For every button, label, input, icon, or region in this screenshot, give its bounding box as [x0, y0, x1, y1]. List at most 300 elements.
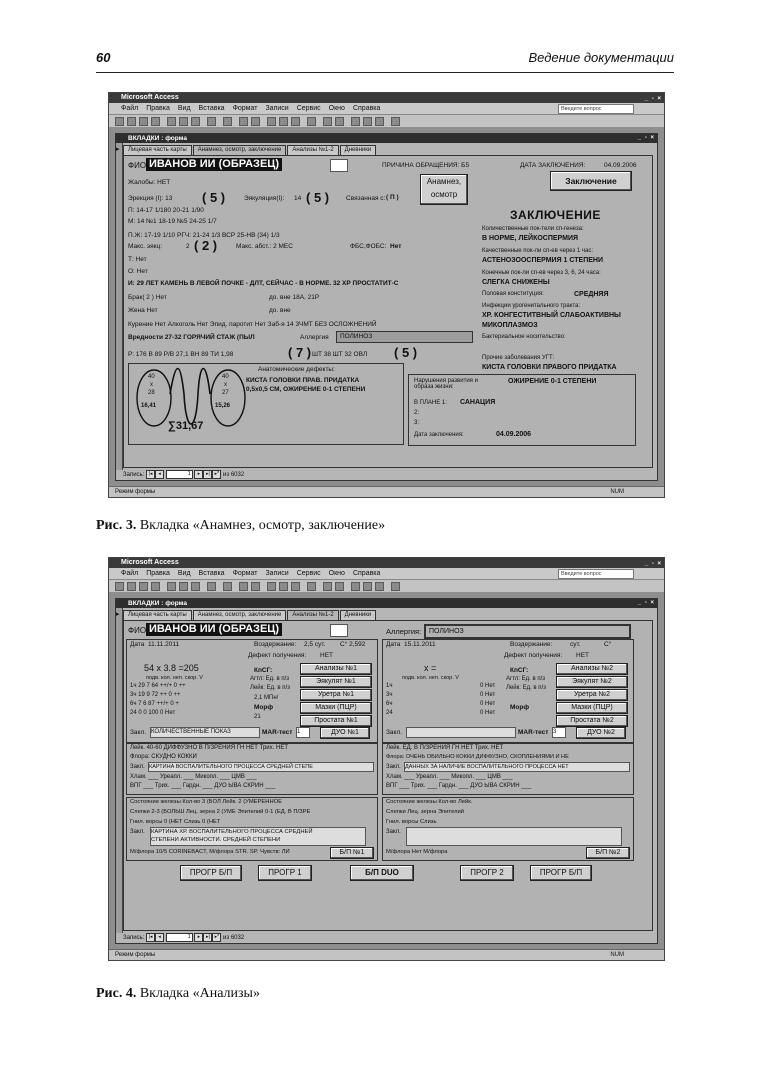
menu-help[interactable]: Справка [352, 105, 381, 112]
left-morph-value: 21 [254, 714, 261, 720]
wife: Жена Нет [128, 307, 158, 314]
form-titlebar [116, 134, 657, 143]
left-date: 11.11.2011 [148, 641, 180, 648]
left-row-6h: 6ч 7 6 87 ++/+ 0 + [130, 701, 179, 707]
fig4-caption [96, 986, 260, 1002]
smears-pcr-1-button[interactable]: Мазки (ПЦР) [300, 702, 372, 714]
right-size-b: 27 [222, 390, 229, 396]
vkladki-form [115, 133, 658, 481]
workspace [109, 127, 664, 487]
right-size-x: х [224, 382, 227, 388]
menu-insert[interactable]: Вставка [198, 570, 225, 577]
sex-const-label: Половая конституция: [482, 291, 544, 297]
delete-record-icon[interactable] [335, 117, 344, 126]
preview-icon[interactable] [151, 117, 160, 126]
fio-field[interactable]: ИВАНОВ ИИ (ОБРАЗЕЦ) [146, 158, 282, 171]
help-icon[interactable] [391, 582, 400, 591]
ask-question-input[interactable]: Введите вопрос [558, 104, 634, 114]
menu-window[interactable]: Окно [328, 105, 345, 112]
tab-anamnesis[interactable]: Анамнез, осмотр, заключение [193, 610, 287, 620]
right-date-label: Дата [386, 641, 401, 648]
print-icon[interactable] [139, 117, 148, 126]
right-row-label-3h: 3ч [386, 692, 393, 698]
right-mar-field[interactable]: 3 [552, 727, 566, 738]
urethra-1-button[interactable]: Уретра №1 [300, 689, 372, 701]
right-date: 15.11.2011 [404, 641, 436, 648]
conclusion-title: ЗАКЛЮЧЕНИЕ [510, 208, 601, 222]
bp-1-button[interactable]: Б/П №1 [330, 847, 374, 859]
tab-face[interactable]: Лицевая часть карты [123, 145, 192, 155]
left-abst-value: 2,5 сут. [304, 641, 326, 648]
fig3-label: Рис. 3. [96, 518, 137, 533]
right-temp: С° [604, 641, 612, 648]
fig3-caption [96, 518, 385, 534]
undo-icon[interactable] [207, 117, 216, 126]
preview-icon[interactable] [151, 582, 160, 591]
view-icon[interactable] [115, 117, 124, 126]
final-value: СЛЕГКА СНИЖЕНЫ [482, 279, 550, 286]
access-window-fig3 [108, 92, 665, 498]
record-selector[interactable] [116, 608, 123, 933]
allergy-field[interactable]: ПОЛИНОЗ [336, 331, 473, 343]
menu-window[interactable]: Окно [328, 570, 345, 577]
qual-label: Качественные пок-ли сп-ев через 1 час: [482, 248, 594, 254]
right-leik2: Лейк. ЕД. В П/ЗРЕНИЯ ГН НЕТ Трих. НЕТ [386, 745, 504, 751]
left-date-label: Дата [130, 641, 145, 648]
cut-icon[interactable] [167, 582, 176, 591]
prog-2-button[interactable]: ПРОГР 2 [460, 865, 514, 881]
right-aggl: Агтл: Ед. в п/з [506, 676, 545, 682]
print-icon[interactable] [139, 582, 148, 591]
left-volume: 54 х 3.8 =205 [144, 663, 199, 673]
fig4-label: Рис. 4. [96, 986, 137, 1001]
prog-bp-right-button[interactable]: ПРОГР Б/П [530, 865, 592, 881]
left-mar-label: MAR-тест [262, 729, 293, 736]
window-controls[interactable]: _ ▫ × [644, 96, 662, 102]
marriage-until: до. вне 18А, 21Р [269, 294, 320, 301]
right-gland: Состояние железы Кол-во Лейк. [386, 799, 473, 805]
left-leik2: Лейк. 40-60 ДИФФУЗНО В П/ЗРЕНИЯ ГН НЕТ Трих. НЕТ [130, 745, 288, 751]
fio-field[interactable]: ИВАНОВ ИИ (ОБРАЗЕЦ) [146, 623, 282, 636]
p-line: П: 14-17 1/180 20-21 1/90 [128, 207, 204, 214]
linked-label: Связанная с: [346, 195, 386, 202]
record-number-input[interactable]: 1 [166, 933, 193, 942]
ovl-score: ( 5 ) [394, 345, 418, 360]
properties-icon[interactable] [351, 117, 360, 126]
cut-icon[interactable] [167, 117, 176, 126]
right-row-6h: 0 Нет [480, 701, 496, 707]
tab-diaries[interactable]: Дневники [340, 145, 377, 155]
sort-desc-icon[interactable] [251, 582, 260, 591]
menu-edit[interactable]: Правка [146, 570, 170, 577]
new-record-button[interactable]: ▸* [212, 933, 221, 942]
right-size-a: 40 [222, 374, 229, 380]
menu-records[interactable]: Записи [265, 105, 289, 112]
ejaculation-num: 14 [294, 195, 302, 202]
dev-value: ОЖИРЕНИЕ 0-1 СТЕПЕНИ [508, 378, 597, 385]
complaints: Жалобы: НЕТ [128, 179, 171, 186]
plan-value: САНАЦИЯ [460, 399, 496, 406]
app-title: Microsoft Access [121, 94, 179, 101]
right-leik: Лейк: Ед. в п/з [506, 685, 546, 691]
right-row-label-6h: 6ч [386, 701, 393, 707]
other-value: КИСТА ГОЛОВКИ ПРАВОГО ПРИДАТКА [482, 364, 617, 371]
paste-icon[interactable] [191, 117, 200, 126]
prostate-1-button[interactable]: Простата №1 [300, 715, 372, 727]
left-volume: 16,41 [141, 403, 157, 409]
status-num: NUM [610, 952, 624, 958]
left-flora: Флора: СКУДНО КОККИ [130, 754, 197, 760]
right-slepki: Слепки Лец. зерна Эпителий [386, 809, 464, 815]
analyses-panel [123, 620, 653, 931]
duo-2-button[interactable]: ДУО №2 [576, 727, 626, 739]
right-defect-value: НЕТ [576, 652, 589, 659]
conclusion-button[interactable]: Заключение [550, 171, 632, 191]
menu-bar [109, 103, 664, 115]
filter-icon[interactable] [267, 582, 276, 591]
sort-asc-icon[interactable] [239, 582, 248, 591]
next-record-button[interactable]: ▸ [194, 470, 203, 479]
form-window-controls[interactable]: _ ▫ × [637, 600, 655, 606]
fbs-label: ФБС,ФОБС: [350, 243, 387, 250]
harm: Вредности 27-32 ГОРЯЧИЙ СТАЖ (ПЫЛ [128, 334, 255, 341]
status-mode: Режим формы [115, 952, 156, 958]
record-navigator [123, 470, 244, 479]
prev-record-button[interactable]: ◂ [155, 933, 164, 942]
ejaculate-2-button[interactable]: Эякулят №2 [556, 676, 628, 688]
left-gnil: Гнил. ворсы 0 (НЕТ Слизь 0 (НЕТ [130, 819, 221, 825]
menu-view[interactable]: Вид [177, 570, 191, 577]
marriage: Брак( 2 ) Нет [128, 294, 167, 301]
right-abst-label: Воздержание: [510, 641, 553, 648]
menu-format[interactable]: Формат [232, 570, 258, 577]
right-vpg: ВПГ ___ Трих. ___ Гардн. ___ ДУО ЫВА СКРИН ___ [386, 783, 532, 789]
right-mar-label: MAR-тест [518, 729, 549, 736]
left-defect-value: НЕТ [320, 652, 333, 659]
prog-1-button[interactable]: ПРОГР 1 [258, 865, 312, 881]
max-abstinence: Макс. абст.: 2 МЕС [236, 243, 293, 250]
copy-icon[interactable] [179, 582, 188, 591]
menu-file[interactable]: Файл [121, 105, 139, 112]
max-ejac-label: Макс. эякц: [128, 243, 163, 250]
nav-label: Запись: [123, 935, 145, 942]
right-flora: Флора: ОЧЕНЬ ОБИЛЬНО КОККИ ДИФФУЗНО, СКОПЛЕНИЯМИ И НЕ [386, 754, 569, 760]
pzh-line: П.Ж: 17-19 1/10 РГЧ: 21-24 1/3 ВСР 25-НВ (34) 1/3 [128, 232, 280, 239]
left-mhz: 2,1 МПн/ [254, 695, 279, 701]
menu-bar [109, 568, 664, 580]
hyperlink-icon[interactable] [223, 582, 232, 591]
smears-pcr-2-button[interactable]: Мазки (ПЦР) [556, 702, 628, 714]
wife-until: до. вне [269, 307, 291, 314]
find-icon[interactable] [307, 582, 316, 591]
left-mar-field[interactable]: 1 [296, 727, 310, 738]
ti-score: ( 7 ) [288, 345, 312, 360]
qual-value: АСТЕНОЗООСПЕРМИЯ 1 СТЕПЕНИ [482, 257, 604, 264]
allergy-field[interactable]: ПОЛИНОЗ [424, 624, 631, 639]
left-zakl3-line-2: СТЕПЕНИ АКТИВНОСТИ. СРЕДНЕЙ СТЕПЕНИ [151, 837, 281, 843]
linked-value: ( П ) [386, 194, 399, 201]
tab-strip [123, 610, 377, 620]
left-row-3h: 3ч 19 9 72 ++ 0 ++ [130, 692, 181, 698]
database-icon[interactable] [363, 582, 372, 591]
o-line: О: Нет [128, 268, 148, 275]
t-line: Т: Нет [128, 256, 147, 263]
right-zakl3-field[interactable] [406, 827, 622, 846]
testis-sum: ∑31,67 [168, 420, 204, 432]
body-line: Р: 176 В 89 Р/В 27,1 ВН 89 ТИ 1,98 [128, 351, 234, 358]
page-number: 60 [96, 50, 111, 65]
tab-analyses[interactable]: Анализы №1-2 [287, 145, 338, 155]
last-record-button[interactable]: ▸| [203, 470, 212, 479]
app-title: Microsoft Access [121, 559, 179, 566]
other-label: Прочие заболевания УГТ: [482, 355, 555, 361]
ejaculation-label: Эякуляция(I): [244, 195, 285, 202]
app-titlebar [109, 93, 664, 103]
ask-question-input[interactable]: Введите вопрос [558, 569, 634, 579]
menu-records[interactable]: Записи [265, 570, 289, 577]
urethra-2-button[interactable]: Уретра №2 [556, 689, 628, 701]
first-record-button[interactable]: |◂ [146, 470, 155, 479]
menu-help[interactable]: Справка [352, 570, 381, 577]
allergy-label: Аллергия [300, 334, 329, 341]
tab-diaries[interactable]: Дневники [340, 610, 377, 620]
hyperlink-icon[interactable] [223, 117, 232, 126]
left-abst-label: Воздержание: [254, 641, 297, 648]
ejaculate-1-button[interactable]: Эякулят №1 [300, 676, 372, 688]
nav-label: Запись: [123, 472, 145, 479]
record-total: из 6032 [223, 935, 245, 942]
left-zakl2-label: Закл. [130, 764, 145, 770]
new-object-icon[interactable] [375, 582, 384, 591]
cord-shape [170, 369, 210, 425]
menu-tools[interactable]: Сервис [296, 570, 321, 577]
access-window-fig4 [108, 557, 665, 961]
properties-icon[interactable] [351, 582, 360, 591]
menu-view[interactable]: Вид [177, 105, 191, 112]
running-header: Ведение документации [528, 50, 674, 65]
header-rule [96, 72, 674, 73]
bact-label: Бактериальное носительство: [482, 334, 566, 340]
bp-2-button[interactable]: Б/П №2 [586, 847, 630, 859]
help-icon[interactable] [391, 117, 400, 126]
left-zakl2-field[interactable]: КАРТИНА ВОСПАЛИТЕЛЬНОГО ПРОЦЕССА СРЕДНЕЙ СТЕПЕ [148, 762, 374, 772]
quant-value: В НОРМЕ, ЛЕЙКОСПЕРМИЯ [482, 235, 579, 242]
right-mflora: М/флора Нет М/флора [386, 849, 448, 855]
record-navigator [123, 933, 244, 942]
left-row-24h: 24 0 0 100 0 Нет [130, 710, 176, 716]
right-table-head: подв. кол. неп. скор. V [402, 675, 459, 681]
right-hlam: Хлам. ___ Уреапл. ___ Микопл. ___ ЦМВ ___ [386, 774, 513, 780]
max-ejac-score: ( 2 ) [194, 238, 218, 253]
anamnesis-panel [123, 155, 653, 468]
right-zakl-label: Закл. [386, 729, 403, 736]
left-temp: С° 2,592 [340, 641, 366, 648]
dev-label: Нарушения развития и образа жизни: [414, 378, 478, 390]
record-selector[interactable] [116, 143, 123, 470]
right-row-1h: 0 Нет [480, 683, 496, 689]
first-record-button[interactable]: |◂ [146, 933, 155, 942]
next-record-button[interactable]: ▸ [194, 933, 203, 942]
status-num: NUM [610, 489, 624, 495]
anatomy-label: Анатомические дефекты: [258, 366, 335, 373]
right-abst-value: сут. [570, 641, 581, 648]
left-leik: Лейк: Ед. в п/з [250, 685, 290, 691]
record-number-input[interactable]: 1 [166, 470, 193, 479]
right-gnil: Гнил. ворсы Слизь [386, 819, 437, 825]
left-size-b: 28 [148, 390, 155, 396]
menu-format[interactable]: Формат [232, 105, 258, 112]
right-defect-label: Дефект получения: [504, 652, 563, 659]
window-controls[interactable]: _ ▫ × [644, 561, 662, 567]
tab-strip [123, 145, 377, 155]
paste-icon[interactable] [191, 582, 200, 591]
left-slepki: Слепки 2-3 (БОЛЬШ Лец. зерна 2 (УМЕ Эпителий 0-1 (ЕД. В П/ЗРЕ [130, 809, 311, 815]
save-icon[interactable] [127, 117, 136, 126]
vkladki-form [115, 598, 658, 944]
save-icon[interactable] [127, 582, 136, 591]
filter-form-icon[interactable] [279, 117, 288, 126]
erection-label: Эрекция (I): 13 [128, 195, 173, 202]
right-morph: Морф [510, 704, 530, 711]
right-row-label-1h: 1ч [386, 683, 393, 689]
analyses-1-button[interactable]: Анализы №1 [300, 663, 372, 675]
database-icon[interactable] [363, 117, 372, 126]
left-hlam: Хлам. ___ Уреапл. ___ Микопл. ___ ЦМВ ___ [130, 774, 257, 780]
menu-edit[interactable]: Правка [146, 105, 170, 112]
left-zakl3-line-1: КАРТИНА ХР. ВОСПАЛИТЕЛЬНОГО ПРОЦЕССА СРЕДНЕЙ [151, 829, 313, 835]
sex-const-value: СРЕДНЯЯ [574, 291, 609, 298]
new-record-icon[interactable] [323, 582, 332, 591]
left-zakl-field[interactable]: КОЛИЧЕСТВЕННЫЕ ПОКАЗ [150, 727, 260, 738]
left-zakl-label: Закл. [130, 729, 147, 736]
left-table-head: подв. кол. неп. скор. V [146, 675, 203, 681]
fbs-value: Нет [390, 243, 402, 250]
delete-record-icon[interactable] [335, 582, 344, 591]
bp-duo-button[interactable]: Б/П DUO [350, 865, 414, 881]
fio-label: ФИО [128, 161, 147, 170]
right-row-3h: 0 Нет [480, 692, 496, 698]
infect-value-2: МИКОПЛАЗМОЗ [482, 322, 538, 329]
right-volume: 15,26 [215, 403, 231, 409]
form-window-controls[interactable]: _ ▫ × [637, 135, 655, 141]
form-titlebar [116, 599, 657, 608]
left-size-x: х [150, 382, 153, 388]
right-kpsg: КпСГ: [510, 667, 529, 674]
fio-extra-field[interactable] [330, 624, 348, 637]
date-label: ДАТА ЗАКЛЮЧЕНИЯ: [520, 162, 586, 169]
prev-record-button[interactable]: ◂ [155, 470, 164, 479]
fio-label: ФИО [128, 626, 147, 635]
date-concl-label: Дата заключения: [414, 432, 464, 438]
menu-file[interactable]: Файл [121, 570, 139, 577]
infect-value-1: ХР. КОНГЕСТИТВНЫЙ СЛАБОАКТИВНЫ [482, 312, 621, 319]
tab-anamnesis[interactable]: Анамнез, осмотр, заключение [193, 145, 287, 155]
new-record-icon[interactable] [323, 117, 332, 126]
form-title: ВКЛАДКИ : форма [128, 600, 187, 607]
right-zakl2-field[interactable]: ДАННЫХ ЗА НАЛИЧИЕ ВОСПАЛИТЕЛЬНОГО ПРОЦЕССА НЕТ [404, 762, 630, 772]
right-zakl-field[interactable] [406, 727, 516, 738]
plan-2: 2: [414, 410, 420, 416]
fig3-text: Вкладка «Анамнез, осмотр, заключение» [139, 518, 386, 533]
date-concl-value: 04.09.2006 [496, 431, 532, 438]
left-defect-label: Дефект получения: [248, 652, 307, 659]
sort-desc-icon[interactable] [251, 117, 260, 126]
analyses-2-button[interactable]: Анализы №2 [556, 663, 628, 675]
form-title: ВКЛАДКИ : форма [128, 135, 187, 142]
status-bar [109, 486, 664, 497]
m-line: М: 14 №1 18-19 №5 24-25 1/7 [128, 218, 217, 225]
duo-1-button[interactable]: ДУО №1 [320, 727, 370, 739]
anatomy-text-2: 0,5х0,5 СМ, ОЖИРЕНИЕ 0-1 СТЕПЕНИ [246, 386, 366, 393]
apply-filter-icon[interactable] [291, 117, 300, 126]
left-vpg: ВПГ ___ Трих. ___ Гардн. ___ ДУО ЫВА СКРИН ___ [130, 783, 276, 789]
status-mode: Режим формы [115, 489, 156, 495]
filter-form-icon[interactable] [279, 582, 288, 591]
left-row-1h: 1ч 29 7 64 ++/+ 0 ++ [130, 683, 186, 689]
prog-bp-left-button[interactable]: ПРОГР Б/П [180, 865, 242, 881]
ejaculation-score: ( 5 ) [306, 190, 330, 205]
menu-tools[interactable]: Сервис [296, 105, 321, 112]
plan-label: В ПЛАНЕ 1: [414, 400, 447, 406]
menu-insert[interactable]: Вставка [198, 105, 225, 112]
record-total: из 6032 [223, 472, 245, 479]
last-record-button[interactable]: ▸| [203, 933, 212, 942]
fio-extra-field[interactable] [330, 159, 348, 172]
right-zakl2-label: Закл. [386, 764, 401, 770]
status-bar [109, 949, 664, 960]
filter-icon[interactable] [267, 117, 276, 126]
anamnesis-button[interactable]: Анамнез, осмотр [420, 174, 468, 205]
new-record-button[interactable]: ▸* [212, 470, 221, 479]
right-row-label-24h: 24 [386, 710, 393, 716]
copy-icon[interactable] [179, 117, 188, 126]
view-icon[interactable] [115, 582, 124, 591]
find-icon[interactable] [307, 117, 316, 126]
left-mflora: М/флора 10/5 CORINEBACT, М/флора STR. SP. Чувств: ЛИ [130, 849, 290, 855]
final-label: Конечные пок-ли сп-ев через 3, 6, 24 часа: [482, 270, 601, 276]
left-aggl: Агтл: Ед. в п/з [250, 676, 289, 682]
right-volume: х = [424, 663, 437, 673]
i-line: И: 29 ЛЕТ КАМЕНЬ В ЛЕВОЙ ПОЧКЕ - ДЛТ, СЕЙЧАС - В НОРМЕ. 32 ХР ПРОСТАТИТ-С [128, 280, 399, 287]
reason-label: ПРИЧИНА ОБРАЩЕНИЯ: Б5 [382, 162, 470, 169]
left-zakl3-field[interactable] [150, 827, 366, 846]
apply-filter-icon[interactable] [291, 582, 300, 591]
plan-3: 3: [414, 420, 420, 426]
left-size-a: 40 [148, 374, 155, 380]
quant-label: Количественные пок-тели сп-генеза: [482, 226, 584, 232]
tab-analyses[interactable]: Анализы №1-2 [287, 610, 338, 620]
workspace [109, 592, 664, 950]
left-morph: Морф [254, 704, 274, 711]
sort-asc-icon[interactable] [239, 117, 248, 126]
sht-line: ШТ 38 ШТ 32 ОВЛ [312, 351, 368, 358]
right-row-24h: 0 Нет [480, 710, 496, 716]
tab-face[interactable]: Лицевая часть карты [123, 610, 192, 620]
prostate-2-button[interactable]: Простата №2 [556, 715, 628, 727]
left-gland: Состояние железы Кол-во 3 (БОЛ Лейк. 2 (УМЕРЕННОЕ [130, 799, 283, 805]
habits: Курение Нет Алкоголь Нет Эпид. паротит Нет Заб-я 14 3ЧМТ БЕЗ ОСЛОЖНЕНИЙ [128, 321, 377, 328]
undo-icon[interactable] [207, 582, 216, 591]
new-object-icon[interactable] [375, 117, 384, 126]
fig4-text: Вкладка «Анализы» [139, 986, 260, 1001]
allergy-label: Аллергия: [386, 627, 422, 636]
max-ejac-num: 2 [186, 243, 190, 250]
infect-label: Инфекции урогенитального тракта: [482, 303, 581, 309]
erection-score: ( 5 ) [202, 190, 226, 205]
left-kpsg: КпСГ: [254, 667, 273, 674]
left-zakl3-label: Закл. [130, 829, 145, 835]
right-zakl3-label: Закл. [386, 829, 401, 835]
